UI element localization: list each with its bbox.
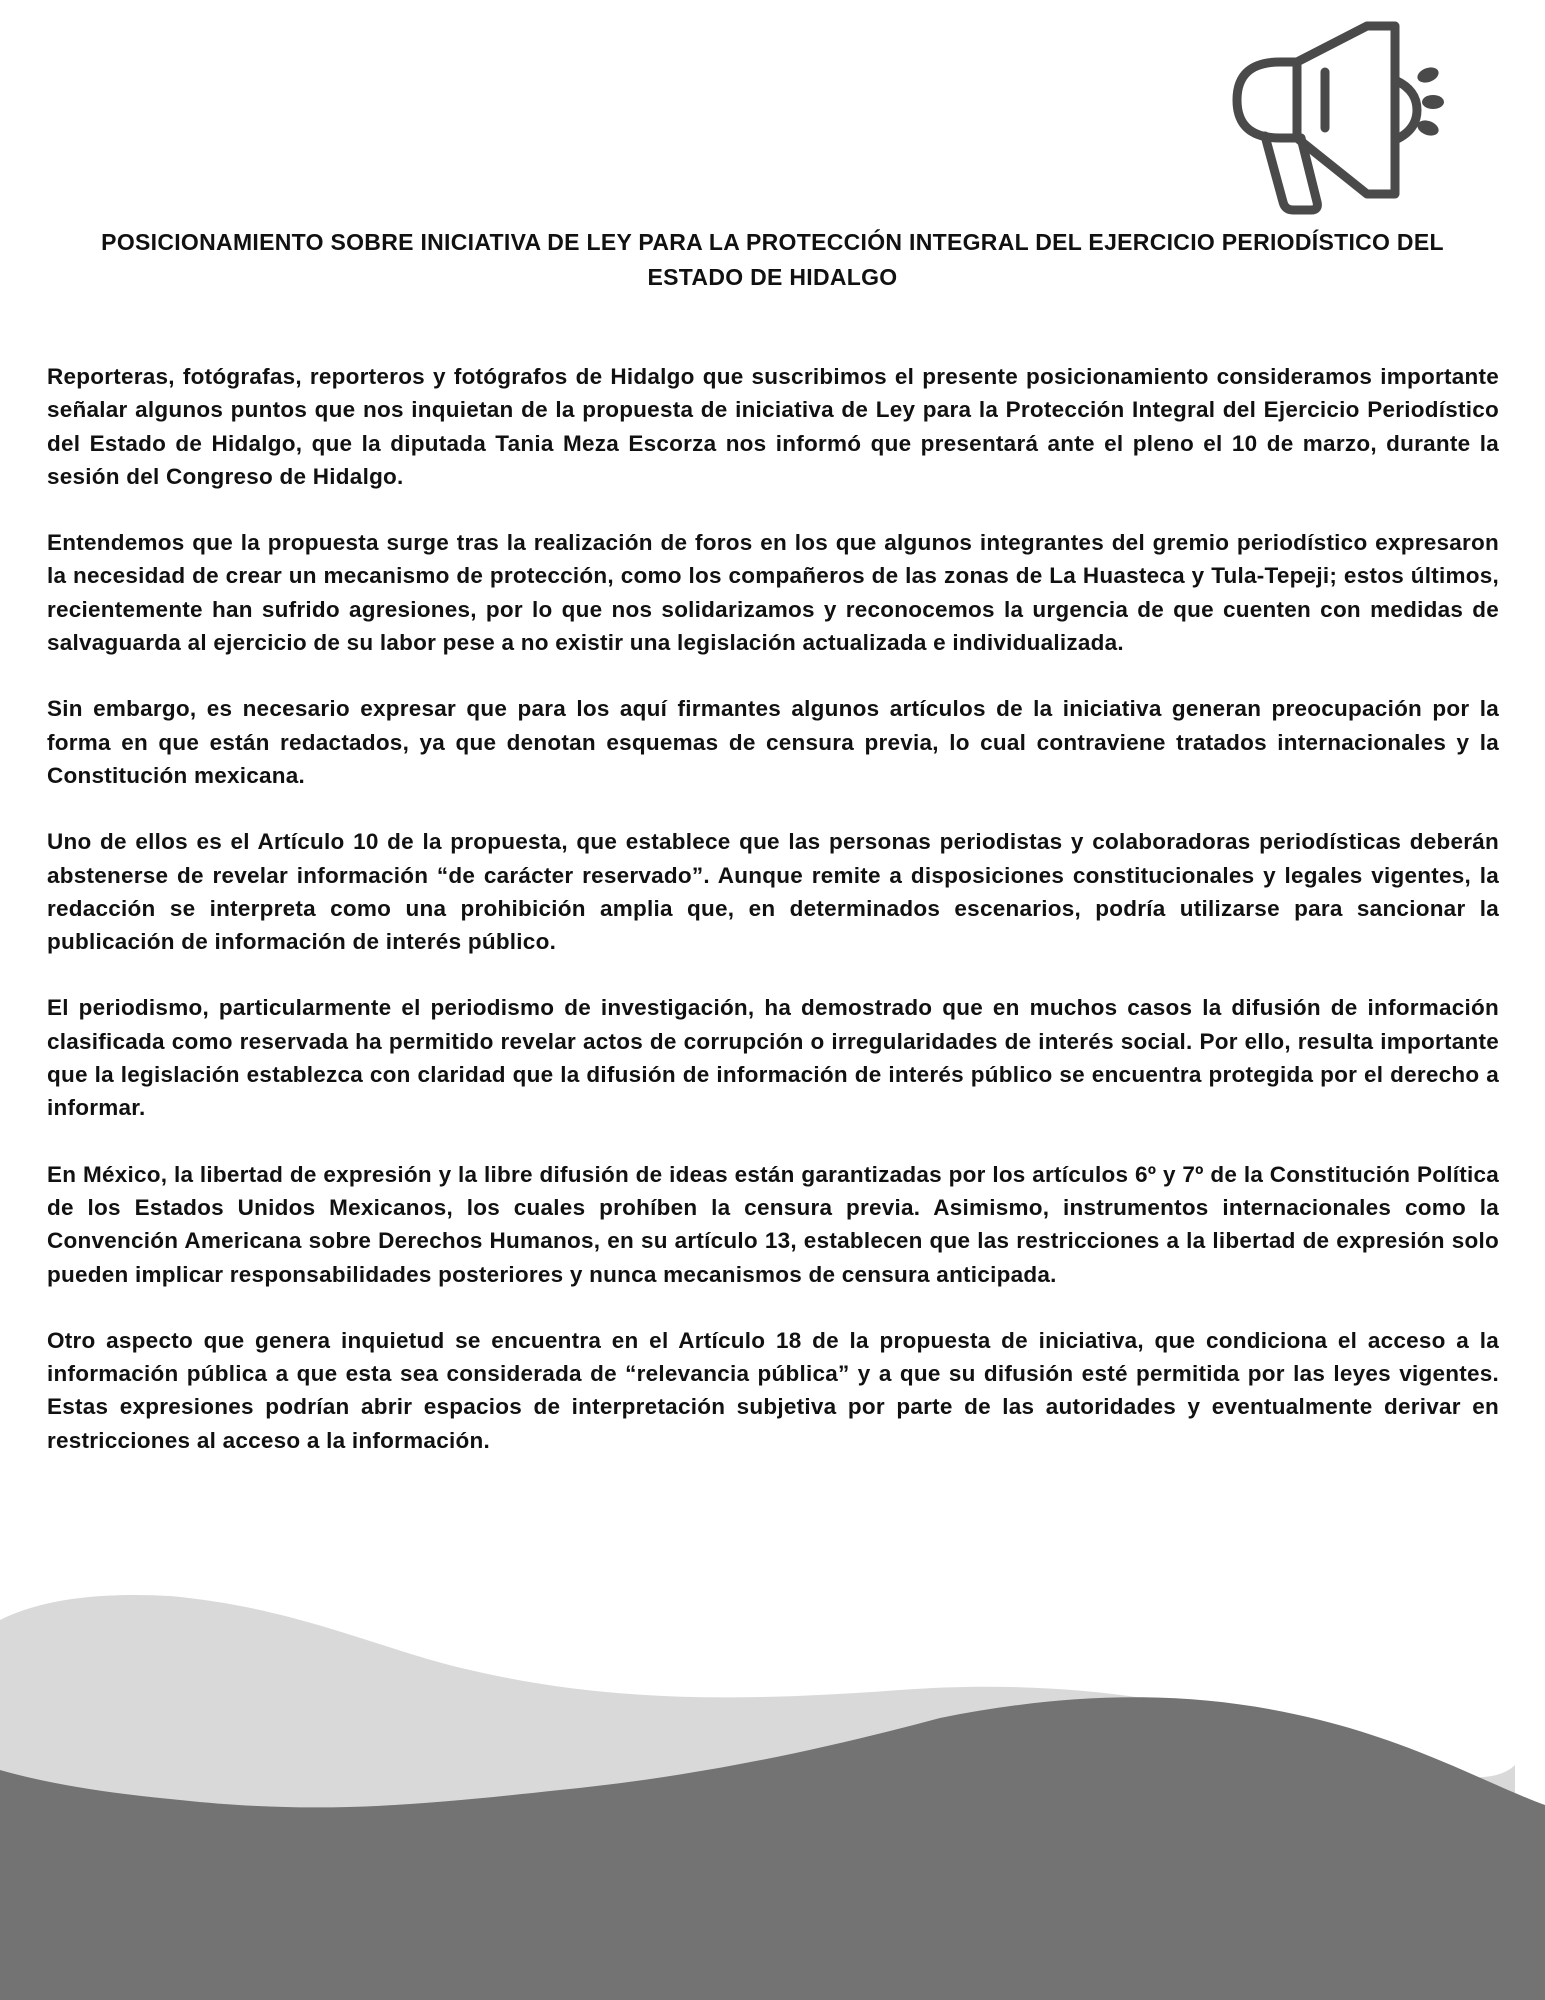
paragraph: Reporteras, fotógrafas, reporteros y fotógrafos de Hidalgo que suscribimos el presente posicionamiento consideramos importante señalar algunos puntos que nos inquietan de la propuesta de iniciativa de Ley para la Protección Integral del Ejercicio Periodístico del Estado de Hidalgo, que la diputada Tania Meza Escorza nos informó que presentará ante el pleno el 10 de marzo, durante la sesión del Congreso de Hidalgo.: [47, 364, 1499, 489]
paragraph: Uno de ellos es el Artículo 10 de la propuesta, que establece que las personas periodistas y colaboradoras periodísticas deberán abstenerse de revelar información “de carácter reservado”. Aunque remite a disposiciones constitucionales y legales vigentes, la redacción se interpreta como una prohibición amplia que, en determinados escenarios, podría utilizarse para sancionar la publicación de información de interés público.: [47, 829, 1499, 955]
paragraph: El periodismo, particularmente el periodismo de investigación, ha demostrado que en muchos casos la difusión de información clasificada como reservada ha permitido revelar actos de corrupción o irregularidades de interés social. Por ello, resulta importante que la legislación establezca con claridad que la difusión de información de interés público se encuentra protegida por el derecho a informar.: [47, 995, 1499, 1121]
paragraph: Otro aspecto que genera inquietud se encuentra en el Artículo 18 de la propuesta de iniciativa, que condiciona el acceso a la información pública a que esta sea considerada de “relevancia pública” y a que su difusión esté permitida por las leyes vigentes. Estas expresiones podrían abrir espacios de interpretación subjetiva por parte de las autoridades y eventualmente derivar en restricciones al acceso a la información.: [47, 1327, 1499, 1453]
megaphone-icon: [1225, 20, 1450, 215]
document-body: [47, 360, 1499, 1490]
paragraph: Sin embargo, es necesario expresar que para los aquí firmantes algunos artículos de la iniciativa generan preocupación por la forma en que están redactados, ya que denotan esquemas de censura previa, lo cual contraviene tratados internacionales y la Constitución mexicana.: [47, 696, 1499, 788]
page-title: POSICIONAMIENTO SOBRE INICIATIVA DE LEY PARA LA PROTECCIÓN INTEGRAL DEL EJERCICIO PERIODÍSTICO DEL ESTADO DE HIDALGO: [101, 229, 1444, 290]
footer-waves: [0, 1590, 1545, 2000]
paragraph: En México, la libertad de expresión y la libre difusión de ideas están garantizadas por los artículos 6º y 7º de la Constitución Política de los Estados Unidos Mexicanos, los cuales prohíben la censura previa. Asimismo, instrumentos internacionales como la Convención Americana sobre Derechos Humanos, en su artículo 13, establecen que las restricciones a la libertad de expresión solo pueden implicar responsabilidades posteriores y nunca mecanismos de censura anticipada.: [47, 1161, 1499, 1287]
paragraph: Entendemos que la propuesta surge tras la realización de foros en los que algunos integrantes del gremio periodístico expresaron la necesidad de crear un mecanismo de protección, como los compañeros de las zonas de La Huasteca y Tula-Tepeji; estos últimos, recientemente han sufrido agresiones, por lo que nos solidarizamos y reconocemos la urgencia de que cuenten con medidas de salvaguarda al ejercicio de su labor pese a no existir una legislación actualizada e individualizada.: [47, 530, 1499, 656]
